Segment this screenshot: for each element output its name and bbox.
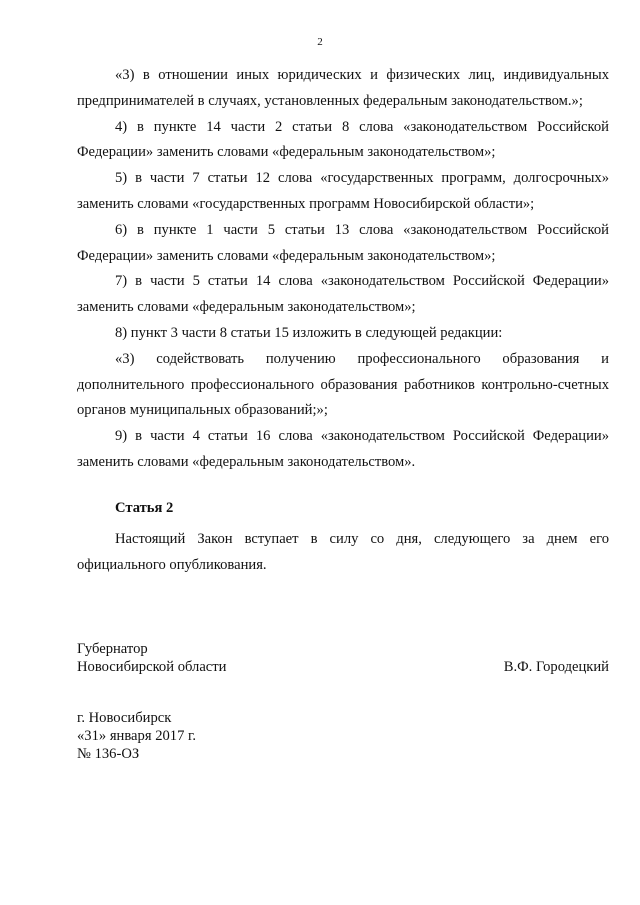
signer-position-line1: Губернатор <box>77 641 148 657</box>
article-body <box>77 527 609 579</box>
law-number: № 136-ОЗ <box>77 746 140 762</box>
amendment-item: 8) пункт 3 части 8 статьи 15 изложить в следующей редакции: <box>115 324 503 341</box>
amendment-item: 9) в части 4 статьи 16 слова «законодательством Российской Федерации» заменить словами «федеральным законодательством». <box>77 428 609 470</box>
place-date-block <box>77 709 196 763</box>
article-heading: Статья 2 <box>115 500 174 516</box>
city: г. Новосибирск <box>77 710 172 726</box>
amendment-item: 6) в пункте 1 части 5 статьи 13 слова «законодательством Российской Федерации» заменить словами «федеральным законодательством»; <box>77 221 609 264</box>
date: «31» января 2017 г. <box>77 728 197 744</box>
amendment-list <box>77 63 609 476</box>
amendment-item: 5) в части 7 статьи 12 слова «государственных программ, долгосрочных» заменить словами «государственных программ Новосибирской области»; <box>77 170 609 212</box>
amendment-item: «3) в отношении иных юридических и физических лиц, индивидуальных предпринимателей в случаях, установленных федеральным законодательством.»; <box>77 67 609 109</box>
signer-position-line2: Новосибирской области <box>77 659 227 675</box>
amendment-item: 4) в пункте 14 части 2 статьи 8 слова «законодательством Российской Федерации» заменить словами «федеральным законодательством»; <box>77 118 609 161</box>
signature-block <box>77 640 609 676</box>
amendment-item: 7) в части 5 статьи 14 слова «законодательством Российской Федерации» заменить словами «федеральным законодательством»; <box>77 273 609 316</box>
signer-name: В.Ф. Городецкий <box>503 659 609 675</box>
article-paragraph: Настоящий Закон вступает в силу со дня, следующего за днем его официального опубликования. <box>77 531 609 573</box>
signature-row <box>77 658 609 676</box>
page-number: 2 <box>317 36 323 48</box>
amendment-item: «3) содействовать получению профессионального образования и дополнительного профессионального образования работников контрольно-счетных органов муниципальных образований;»; <box>77 350 609 419</box>
